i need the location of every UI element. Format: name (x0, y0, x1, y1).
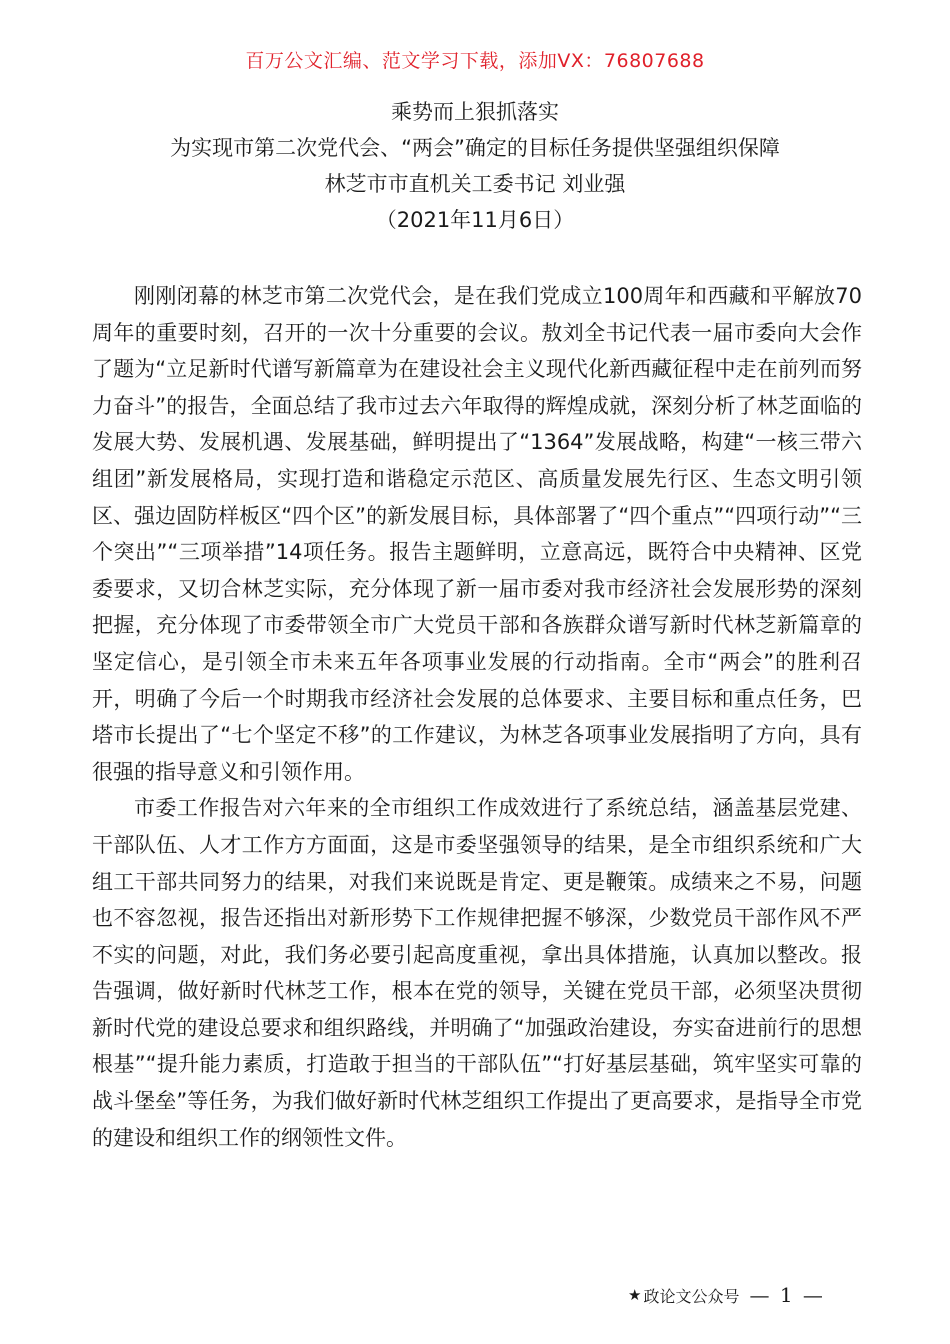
document-date: （2021年11月6日） (375, 208, 575, 232)
document-author: 林芝市市直机关工委书记 刘业强 (324, 172, 626, 196)
watermark-text: 百万公文汇编、范文学习下载，添加VX：76807688 (245, 50, 705, 72)
footer-source: 政论文公众号 (643, 1286, 740, 1306)
page-number: — 1 — (749, 1283, 825, 1307)
paragraph: 刚刚闭幕的林芝市第二次党代会，是在我们党成立100周年和西藏和平解放70周年的重要时刻，召开的一次十分重要的会议。敖刘全书记代表一届市委向大会作了题为“立足新时代谱写新篇章为在建设社会主义现代化新西藏征程中走在前列而努力奋斗”的报告，全面总结了我市过去六年取得的辉煌成就，深刻分析了林芝面临的发展大势、发展机遇、发展基础，鲜明提出了“1364”发展战略，构建“一核三带六组团”新发展格局，实现打造和谐稳定示范区、高质量发展先行区、生态文明引领区、强边固防样板区“四个区”的新发展目标，具体部署了“四个重点”“四项行动”“三个突出”“三项举措”14项任务。报告主题鲜明，立意高远，既符合中央精神、区党委要求，又切合林芝实际，充分体现了新一届市委对我市经济社会发展形势的深刻把握，充分体现了市委带领全市广大党员干部和各族群众谱写新时代林芝新篇章的坚定信心，是引领全市未来五年各项事业发展的行动指南。全市“两会”的胜利召开，明确了今后一个时期我市经济社会发展的总体要求、主要目标和重点任务，巴塔市长提出了“七个坚定不移”的工作建议，为林芝各项事业发展指明了方向，具有很强的指导意义和引领作用。 (92, 284, 862, 784)
page-footer (628, 1283, 825, 1307)
paragraph: 市委工作报告对六年来的全市组织工作成效进行了系统总结，涵盖基层党建、干部队伍、人才工作方方面面，这是市委坚强领导的结果，是全市组织系统和广大组工干部共同努力的结果，对我们来说既是肯定、更是鞭策。成绩来之不易，问题也不容忽视，报告还指出对新形势下工作规律把握不够深，少数党员干部作风不严不实的问题，对此，我们务必要引起高度重视，拿出具体措施，认真加以整改。报告强调，做好新时代林芝工作，根本在党的领导，关键在党员干部，必须坚决贯彻新时代党的建设总要求和组织路线，并明确了“加强政治建设，夯实奋进前行的思想根基”“提升能力素质，打造敢于担当的干部队伍”“打好基层基础，筑牢坚实可靠的战斗堡垒”等任务，为我们做好新时代林芝组织工作提出了更高要求，是指导全市党的建设和组织工作的纲领性文件。 (92, 796, 862, 1150)
star-icon: ★ (628, 1286, 642, 1304)
document-header (0, 94, 950, 238)
document-body (92, 278, 862, 1156)
document-subtitle: 为实现市第二次党代会、“两会”确定的目标任务提供坚强组织保障 (170, 136, 780, 160)
document-title: 乘势而上狠抓落实 (391, 100, 559, 124)
